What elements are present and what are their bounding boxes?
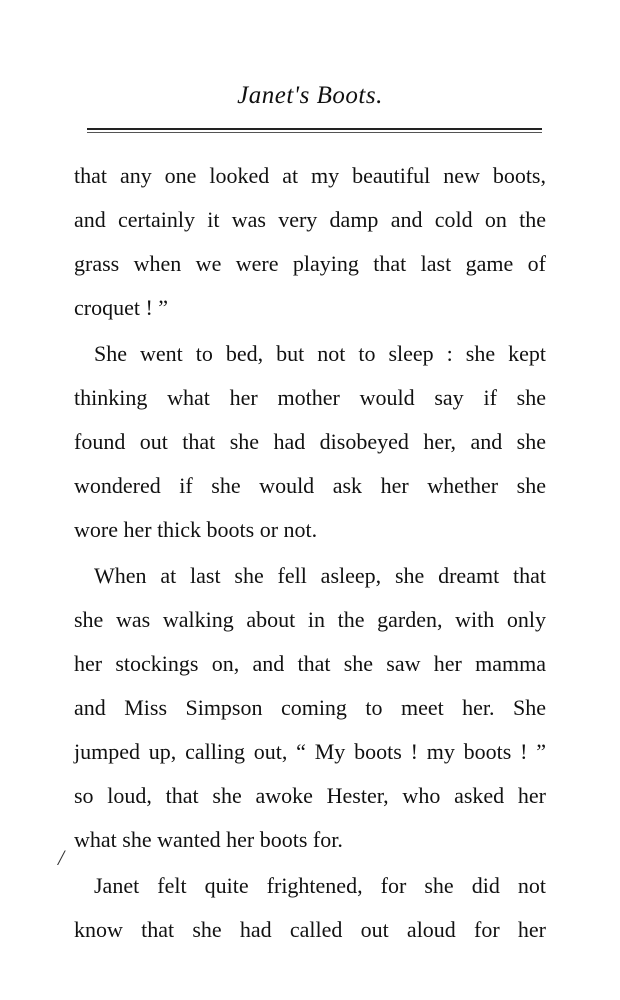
text-line: She went to bed, but not to sleep : she kept xyxy=(94,341,546,366)
text-line: wore her thick boots or not. xyxy=(74,517,318,542)
text-line: so loud, that she awoke Hester, who asked her xyxy=(74,783,546,808)
text-line: When at last she fell asleep, she dreamt that xyxy=(94,563,546,588)
running-head: Janet's Boots. xyxy=(237,82,383,109)
header-rule-thin xyxy=(87,132,542,133)
header-rule xyxy=(87,128,542,130)
text-line: she was walking about in the garden, with only xyxy=(74,607,546,632)
text-line: and Miss Simpson coming to meet her. She xyxy=(74,695,546,720)
text-line: croquet ! ” xyxy=(74,295,169,320)
text-line: thinking what her mother would say if she xyxy=(74,385,546,410)
body-text xyxy=(74,154,546,952)
text-line: and certainly it was very damp and cold on the xyxy=(74,207,546,232)
text-line: Janet felt quite frightened, for she did not xyxy=(94,873,546,898)
text-line: found out that she had disobeyed her, and she xyxy=(74,429,546,454)
text-line: what she wanted her boots for. xyxy=(74,827,343,852)
text-line: that any one looked at my beautiful new boots, xyxy=(74,163,546,188)
text-line: her stockings on, and that she saw her mamma xyxy=(74,651,546,676)
text-line: wondered if she would ask her whether she xyxy=(74,473,546,498)
text-line: jumped up, calling out, “ My boots ! my boots ! ” xyxy=(74,739,546,764)
margin-mark: / xyxy=(58,845,65,870)
text-line: know that she had called out aloud for her xyxy=(74,917,546,942)
text-line: grass when we were playing that last game of xyxy=(74,251,546,276)
